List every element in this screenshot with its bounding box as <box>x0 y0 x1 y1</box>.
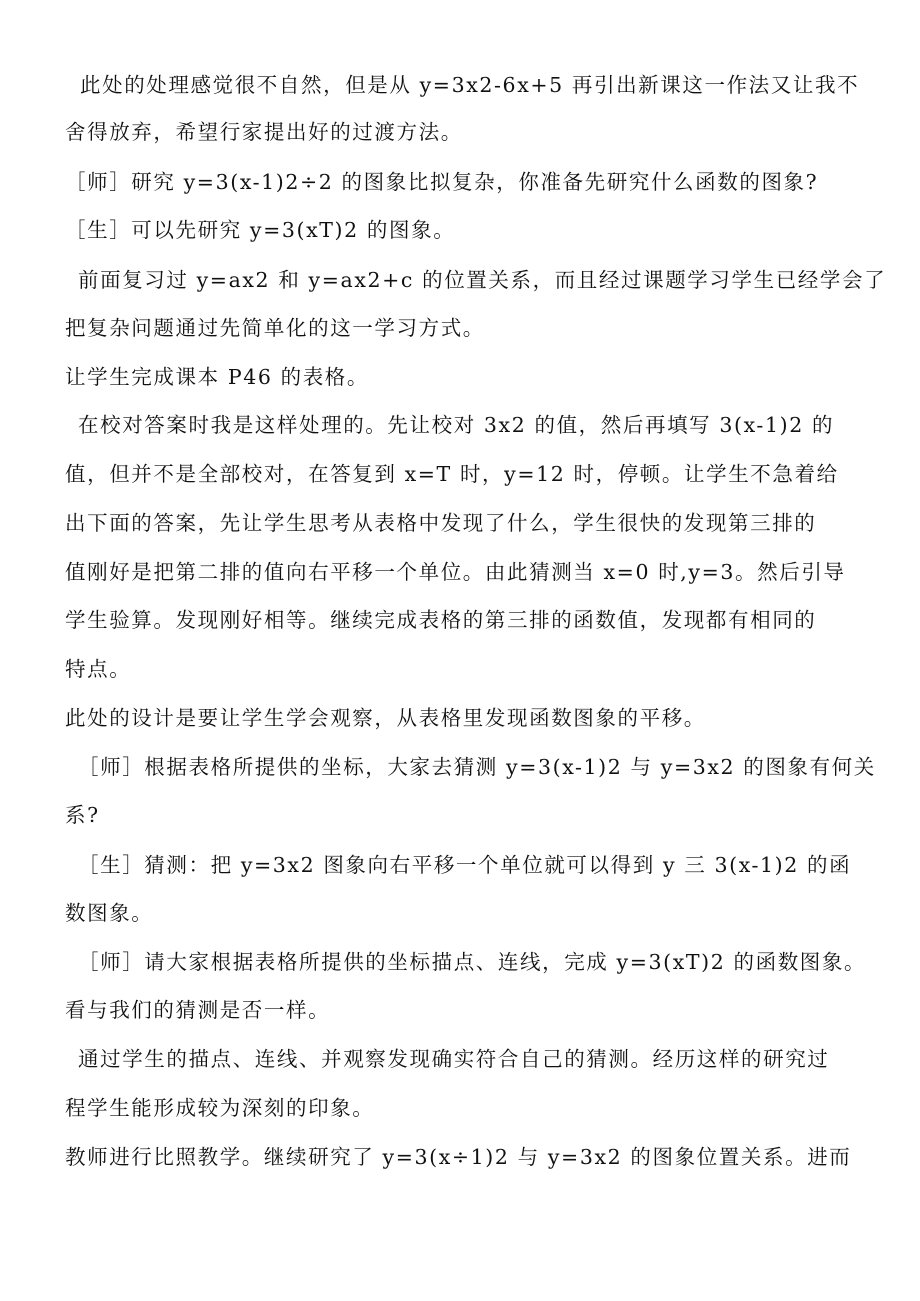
paragraph-line: 程学生能形成较为深刻的印象。 <box>65 1096 375 1120</box>
paragraph-line: 看与我们的猜测是否一样。 <box>65 998 331 1022</box>
paragraph-line: ［师］研究 y=3(x-1)2÷2 的图象比拟复杂，你准备先研究什么函数的图象? <box>65 170 819 194</box>
paragraph-line: 值，但并不是全部校对，在答复到 x=T 时，y=12 时，停顿。让学生不急着给 <box>65 462 839 486</box>
paragraph-line: 前面复习过 y=ax2 和 y=ax2+c 的位置关系，而且经过课题学习学生已经学会了 <box>78 268 887 292</box>
paragraph-line: 让学生完成课本 P46 的表格。 <box>65 365 370 389</box>
paragraph-line: 特点。 <box>65 657 132 681</box>
paragraph-line: ［师］根据表格所提供的坐标，大家去猜测 y=3(x-1)2 与 y=3x2 的图象有何关 <box>78 755 876 779</box>
paragraph-line: ［生］猜测：把 y=3x2 图象向右平移一个单位就可以得到 y 三 3(x-1)2 的函 <box>78 853 852 877</box>
paragraph-line: 数图象。 <box>65 901 154 925</box>
paragraph-line: 通过学生的描点、连线、并观察发现确实符合自己的猜测。经历这样的研究过 <box>78 1047 830 1071</box>
paragraph-line: 值刚好是把第二排的值向右平移一个单位。由此猜测当 x=0 时,y=3。然后引导 <box>65 560 846 584</box>
paragraph-line: 出下面的答案，先让学生思考从表格中发现了什么，学生很快的发现第三排的 <box>65 511 817 535</box>
paragraph-line: 舍得放弃，希望行家提出好的过渡方法。 <box>65 120 463 144</box>
paragraph-line: 此处的处理感觉很不自然，但是从 y=3x2-6x+5 再引出新课这一作法又让我不 <box>80 73 860 97</box>
paragraph-line: 系? <box>65 803 100 827</box>
paragraph-line: 教师进行比照教学。继续研究了 y=3(x÷1)2 与 y=3x2 的图象位置关系。进而 <box>65 1145 852 1169</box>
paragraph-line: 学生验算。发现刚好相等。继续完成表格的第三排的函数值，发现都有相同的 <box>65 608 817 632</box>
paragraph-line: ［生］可以先研究 y=3(xT)2 的图象。 <box>65 218 456 242</box>
paragraph-line: 把复杂问题通过先简单化的这一学习方式。 <box>65 316 485 340</box>
paragraph-line: 此处的设计是要让学生学会观察，从表格里发现函数图象的平移。 <box>65 706 706 730</box>
paragraph-line: ［师］请大家根据表格所提供的坐标描点、连线，完成 y=3(xT)2 的函数图象。 <box>78 950 867 974</box>
paragraph-line: 在校对答案时我是这样处理的。先让校对 3x2 的值，然后再填写 3(x-1)2 的 <box>78 413 835 437</box>
